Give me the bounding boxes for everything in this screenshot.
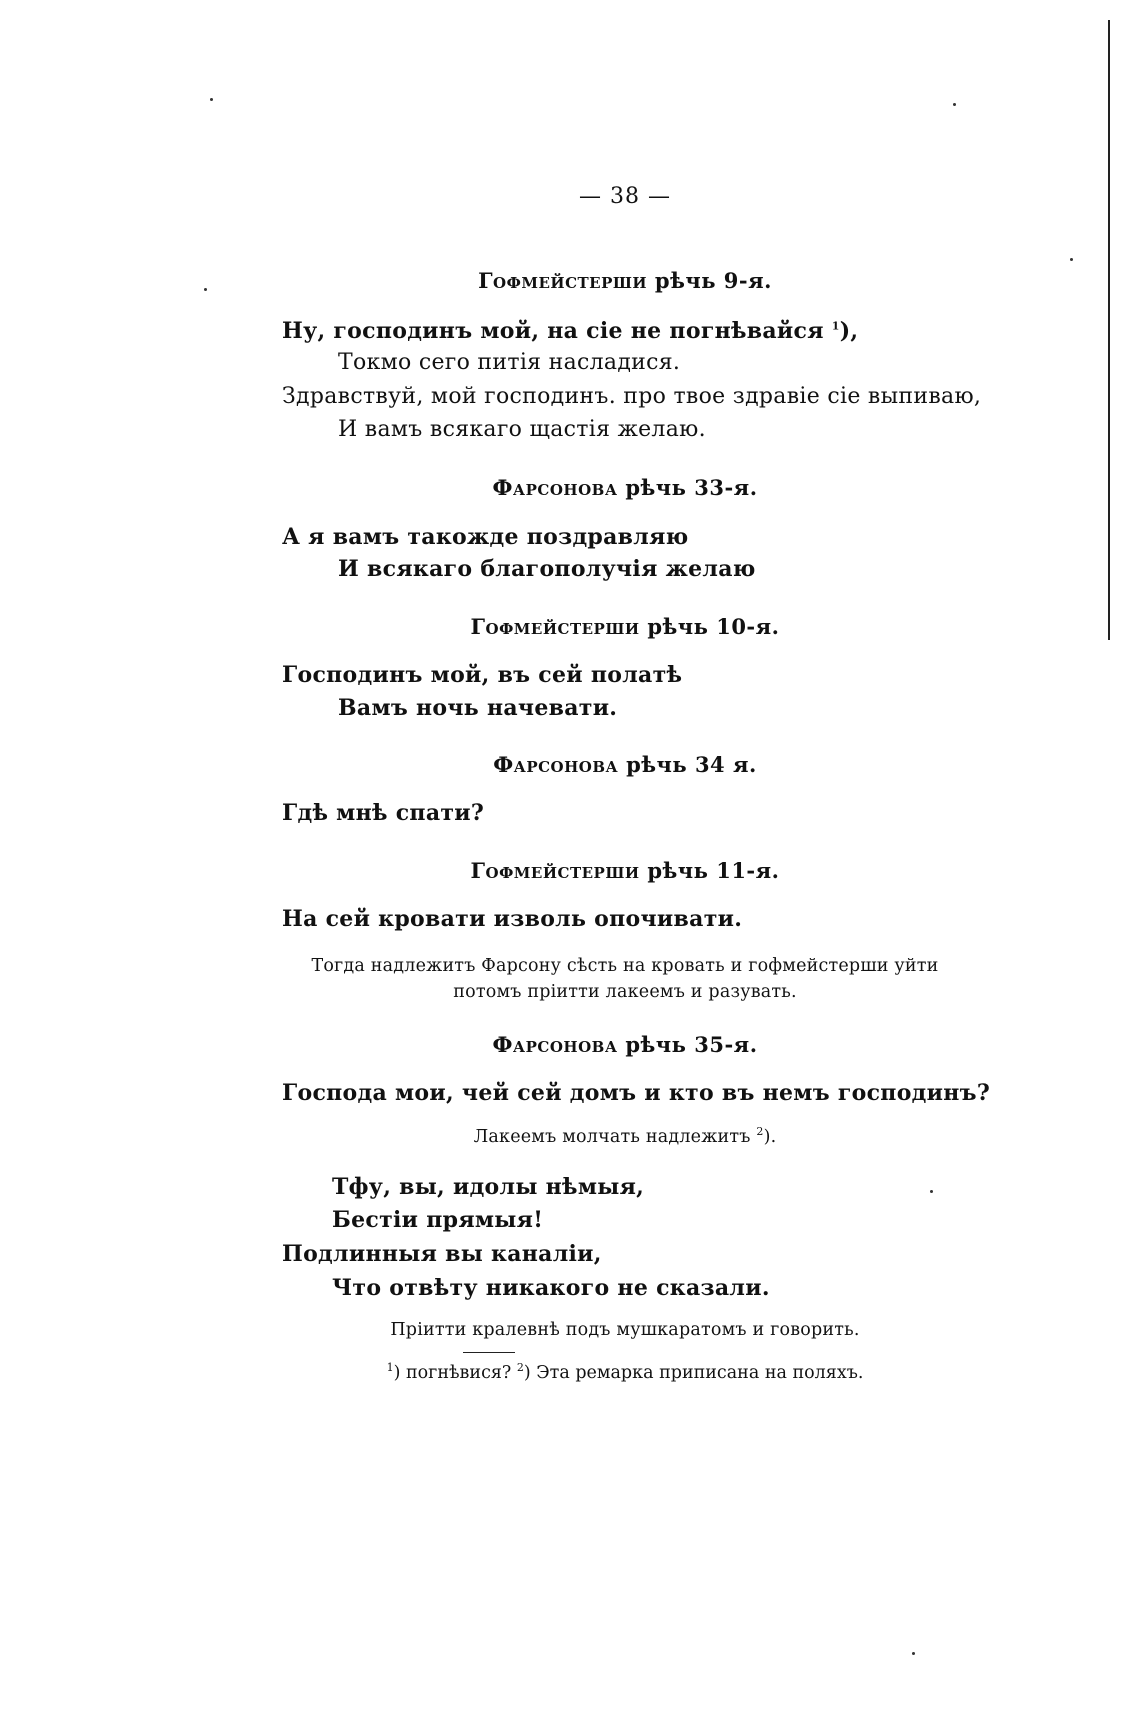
scan-speck (1070, 258, 1073, 261)
speaker-name: Гофмейстерши (470, 858, 640, 883)
footnotes: $^1$) погнѣвися? $^2$) Эта ремарка приписана на поляхъ. (386, 1361, 864, 1383)
footnote-ref-1: 1 (831, 319, 840, 333)
verse-line: Господинъ мой, въ сей полатѣ (282, 662, 683, 688)
speech-heading-2 (0, 475, 1140, 500)
speech-heading-3 (0, 614, 1140, 639)
verse-line: Бестіи прямыя! (332, 1207, 544, 1233)
speech-heading-5 (0, 858, 1140, 883)
scan-speck (930, 1190, 933, 1193)
verse-line: И вамъ всякаго щастія желаю. (338, 417, 706, 442)
speaker-name: Фарсонова (492, 1032, 618, 1057)
speech-number: рѣчь 33-я. (625, 475, 758, 500)
verse-line: Ну, господинъ мой, на сіе не погнѣвайся $^1$), (282, 318, 859, 344)
page-number: — 38 — (579, 184, 671, 209)
scan-edge-line (1108, 20, 1110, 640)
scan-speck (912, 1652, 915, 1655)
verse-line: На сей кровати изволь опочивати. (282, 906, 743, 932)
stage-direction: потомъ пріитти лакеемъ и разувать. (453, 982, 797, 1002)
verse-line: А я вамъ такожде поздравляю (282, 524, 689, 550)
speech-heading-6 (0, 1032, 1140, 1057)
scan-speck (204, 288, 207, 291)
verse-line: Подлинныя вы каналіи, (282, 1241, 602, 1267)
speech-number: рѣчь 9-я. (654, 268, 772, 293)
scan-speck (210, 98, 213, 101)
verse-line: Что отвѣту никакого не сказали. (332, 1275, 770, 1301)
speech-number: рѣчь 34 я. (626, 752, 757, 777)
stage-direction: Пріитти кралевнѣ подъ мушкаратомъ и говорить. (390, 1320, 860, 1340)
speaker-name: Фарсонова (493, 752, 619, 777)
speech-number: рѣчь 10-я. (647, 614, 780, 639)
footnote-ref-2: 2 (756, 1125, 764, 1139)
speech-number: рѣчь 35-я. (625, 1032, 758, 1057)
speaker-name: Гофмейстерши (470, 614, 640, 639)
verse-line: Токмо сего питія насладися. (338, 350, 681, 375)
verse-line: Тфу, вы, идолы нѣмыя, (332, 1174, 645, 1200)
speech-number: рѣчь 11-я. (647, 858, 780, 883)
footnote-divider (463, 1352, 515, 1353)
verse-line: И всякаго благополучія желаю (338, 556, 756, 582)
verse-line: Здравствуй, мой господинъ. про твое здравіе сіе выпиваю, (282, 384, 982, 409)
speech-heading-4 (0, 752, 1140, 777)
verse-line: Господа мои, чей сей домъ и кто въ немъ господинъ? (282, 1080, 991, 1106)
verse-line: Гдѣ мнѣ спати? (282, 800, 485, 826)
scan-speck (953, 103, 956, 106)
stage-direction: Тогда надлежитъ Фарсону сѣсть на кровать и гофмейстерши уйти (311, 956, 939, 976)
speech-heading-1 (0, 268, 1140, 293)
speaker-name: Фарсонова (492, 475, 618, 500)
stage-direction: Лакеемъ молчать надлежитъ $^2$). (473, 1125, 777, 1147)
speaker-name: Гофмейстерши (478, 268, 648, 293)
verse-line: Вамъ ночь начевати. (338, 695, 618, 721)
